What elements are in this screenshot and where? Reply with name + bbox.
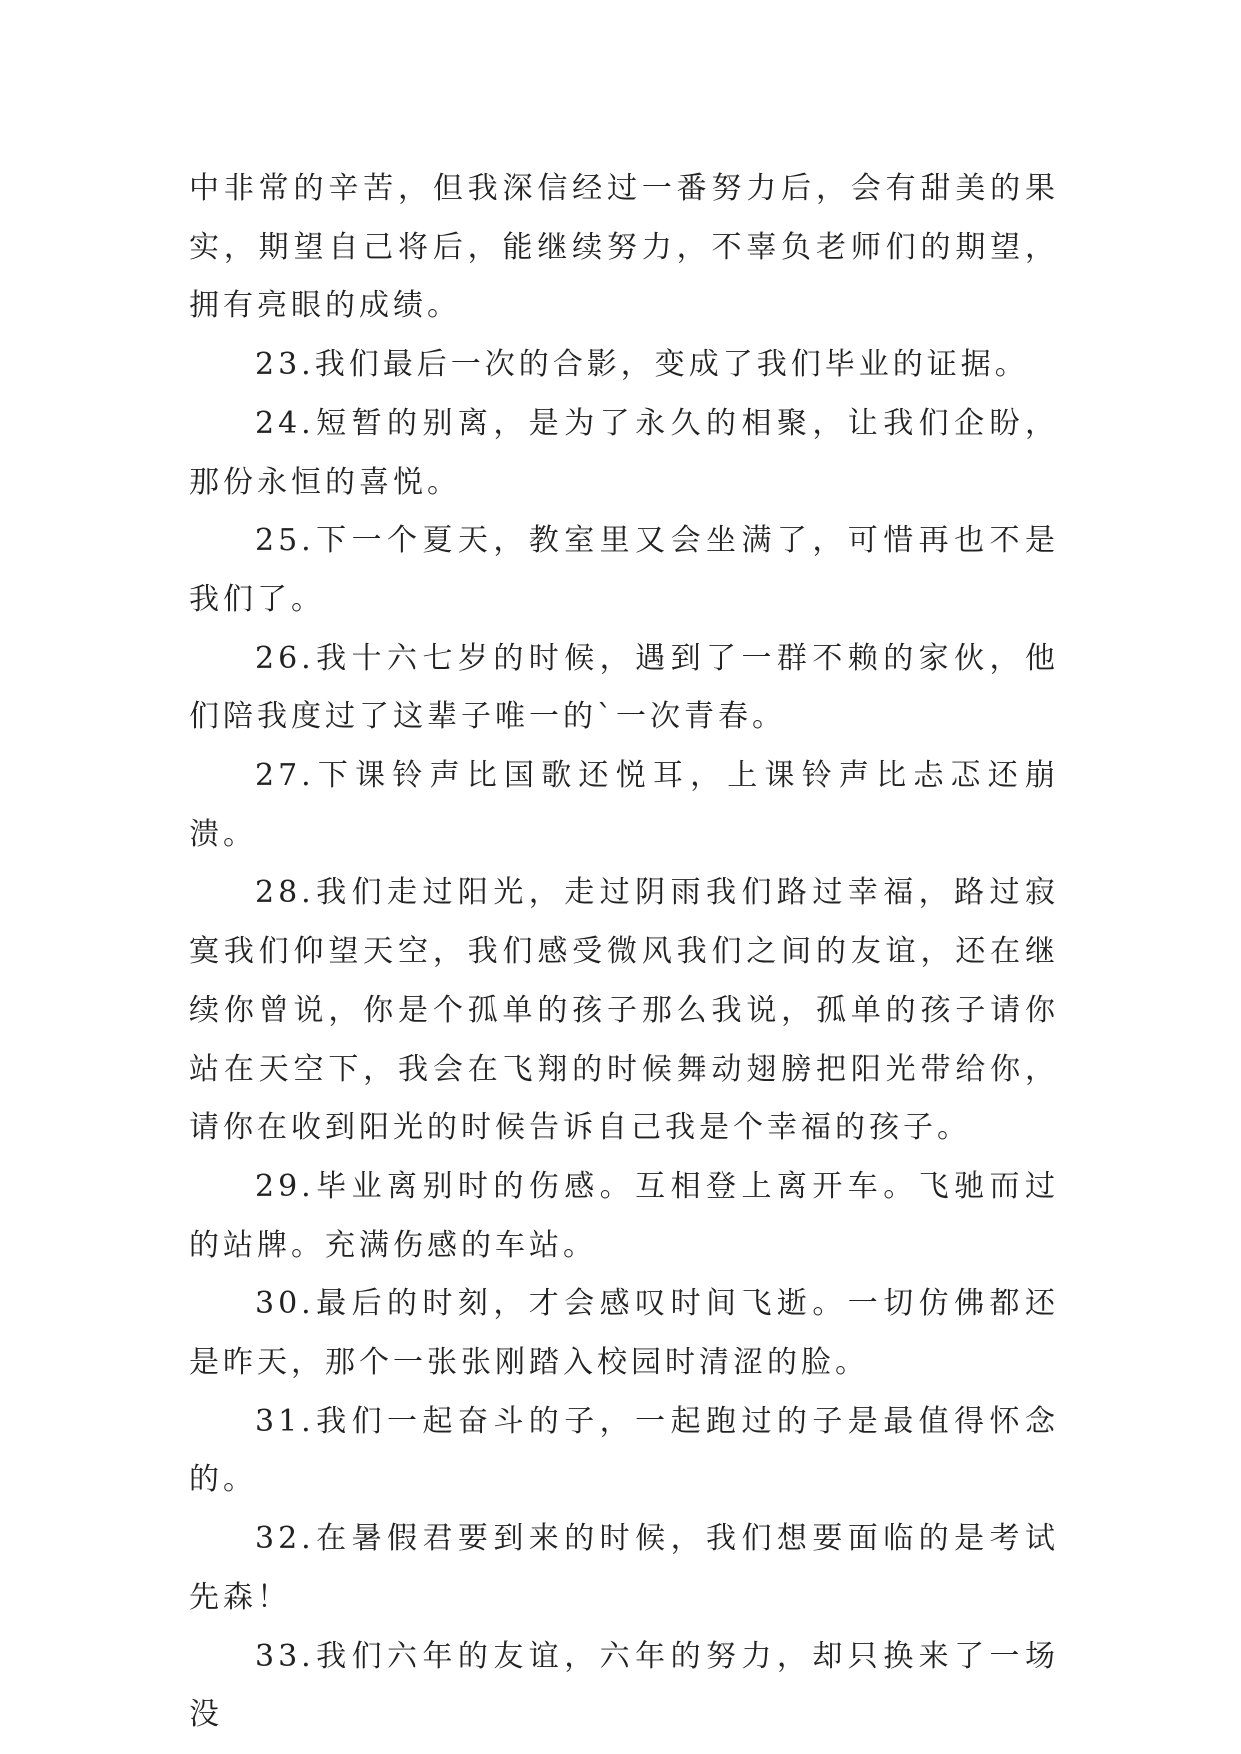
paragraph-26: 26.我十六七岁的时候，遇到了一群不赖的家伙，他们陪我度过了这辈子唯一的`一次青春。 <box>189 640 1059 735</box>
paragraph-28: 28.我们走过阳光，走过阴雨我们路过幸福，路过寂寞我们仰望天空，我们感受微风我们之间的友谊，还在继续你曾说，你是个孤单的孩子那么我说，孤单的孩子请你站在天空下，我会在飞翔的时候舞动翅膀把阳光带给你，请你在收到阳光的时候告诉自己我是个幸福的孩子。 <box>189 875 1059 1146</box>
paragraph-29: 29.毕业离别时的伤感。互相登上离开车。飞驰而过的站牌。充满伤感的车站。 <box>189 1168 1059 1263</box>
paragraph-25: 25.下一个夏天，教室里又会坐满了，可惜再也不是我们了。 <box>189 523 1059 617</box>
body-text <box>189 160 1059 1745</box>
paragraph-23: 23.我们最后一次的合影，变成了我们毕业的证据。 <box>255 347 1029 383</box>
paragraph-24: 24.短暂的别离，是为了永久的相聚，让我们企盼，那份永恒的喜悦。 <box>189 405 1059 500</box>
paragraph-continued: 中非常的辛苦，但我深信经过一番努力后，会有甜美的果实，期望自己将后，能继续努力，不辜负老师们的期望，拥有亮眼的成绩。 <box>189 171 1059 324</box>
paragraph-33: 33.我们六年的友谊，六年的努力，却只换来了一场没 <box>189 1638 1059 1733</box>
paragraph-31: 31.我们一起奋斗的子，一起跑过的子是最值得怀念的。 <box>189 1403 1059 1498</box>
paragraph-27: 27.下课铃声比国歌还悦耳，上课铃声比忐忑还崩溃。 <box>189 758 1059 852</box>
paragraph-30: 30.最后的时刻，才会感叹时间飞逝。一切仿佛都还是昨天，那个一张张刚踏入校园时清涩的脸。 <box>189 1286 1059 1381</box>
paragraph-32: 32.在暑假君要到来的时候，我们想要面临的是考试先森！ <box>189 1521 1059 1615</box>
